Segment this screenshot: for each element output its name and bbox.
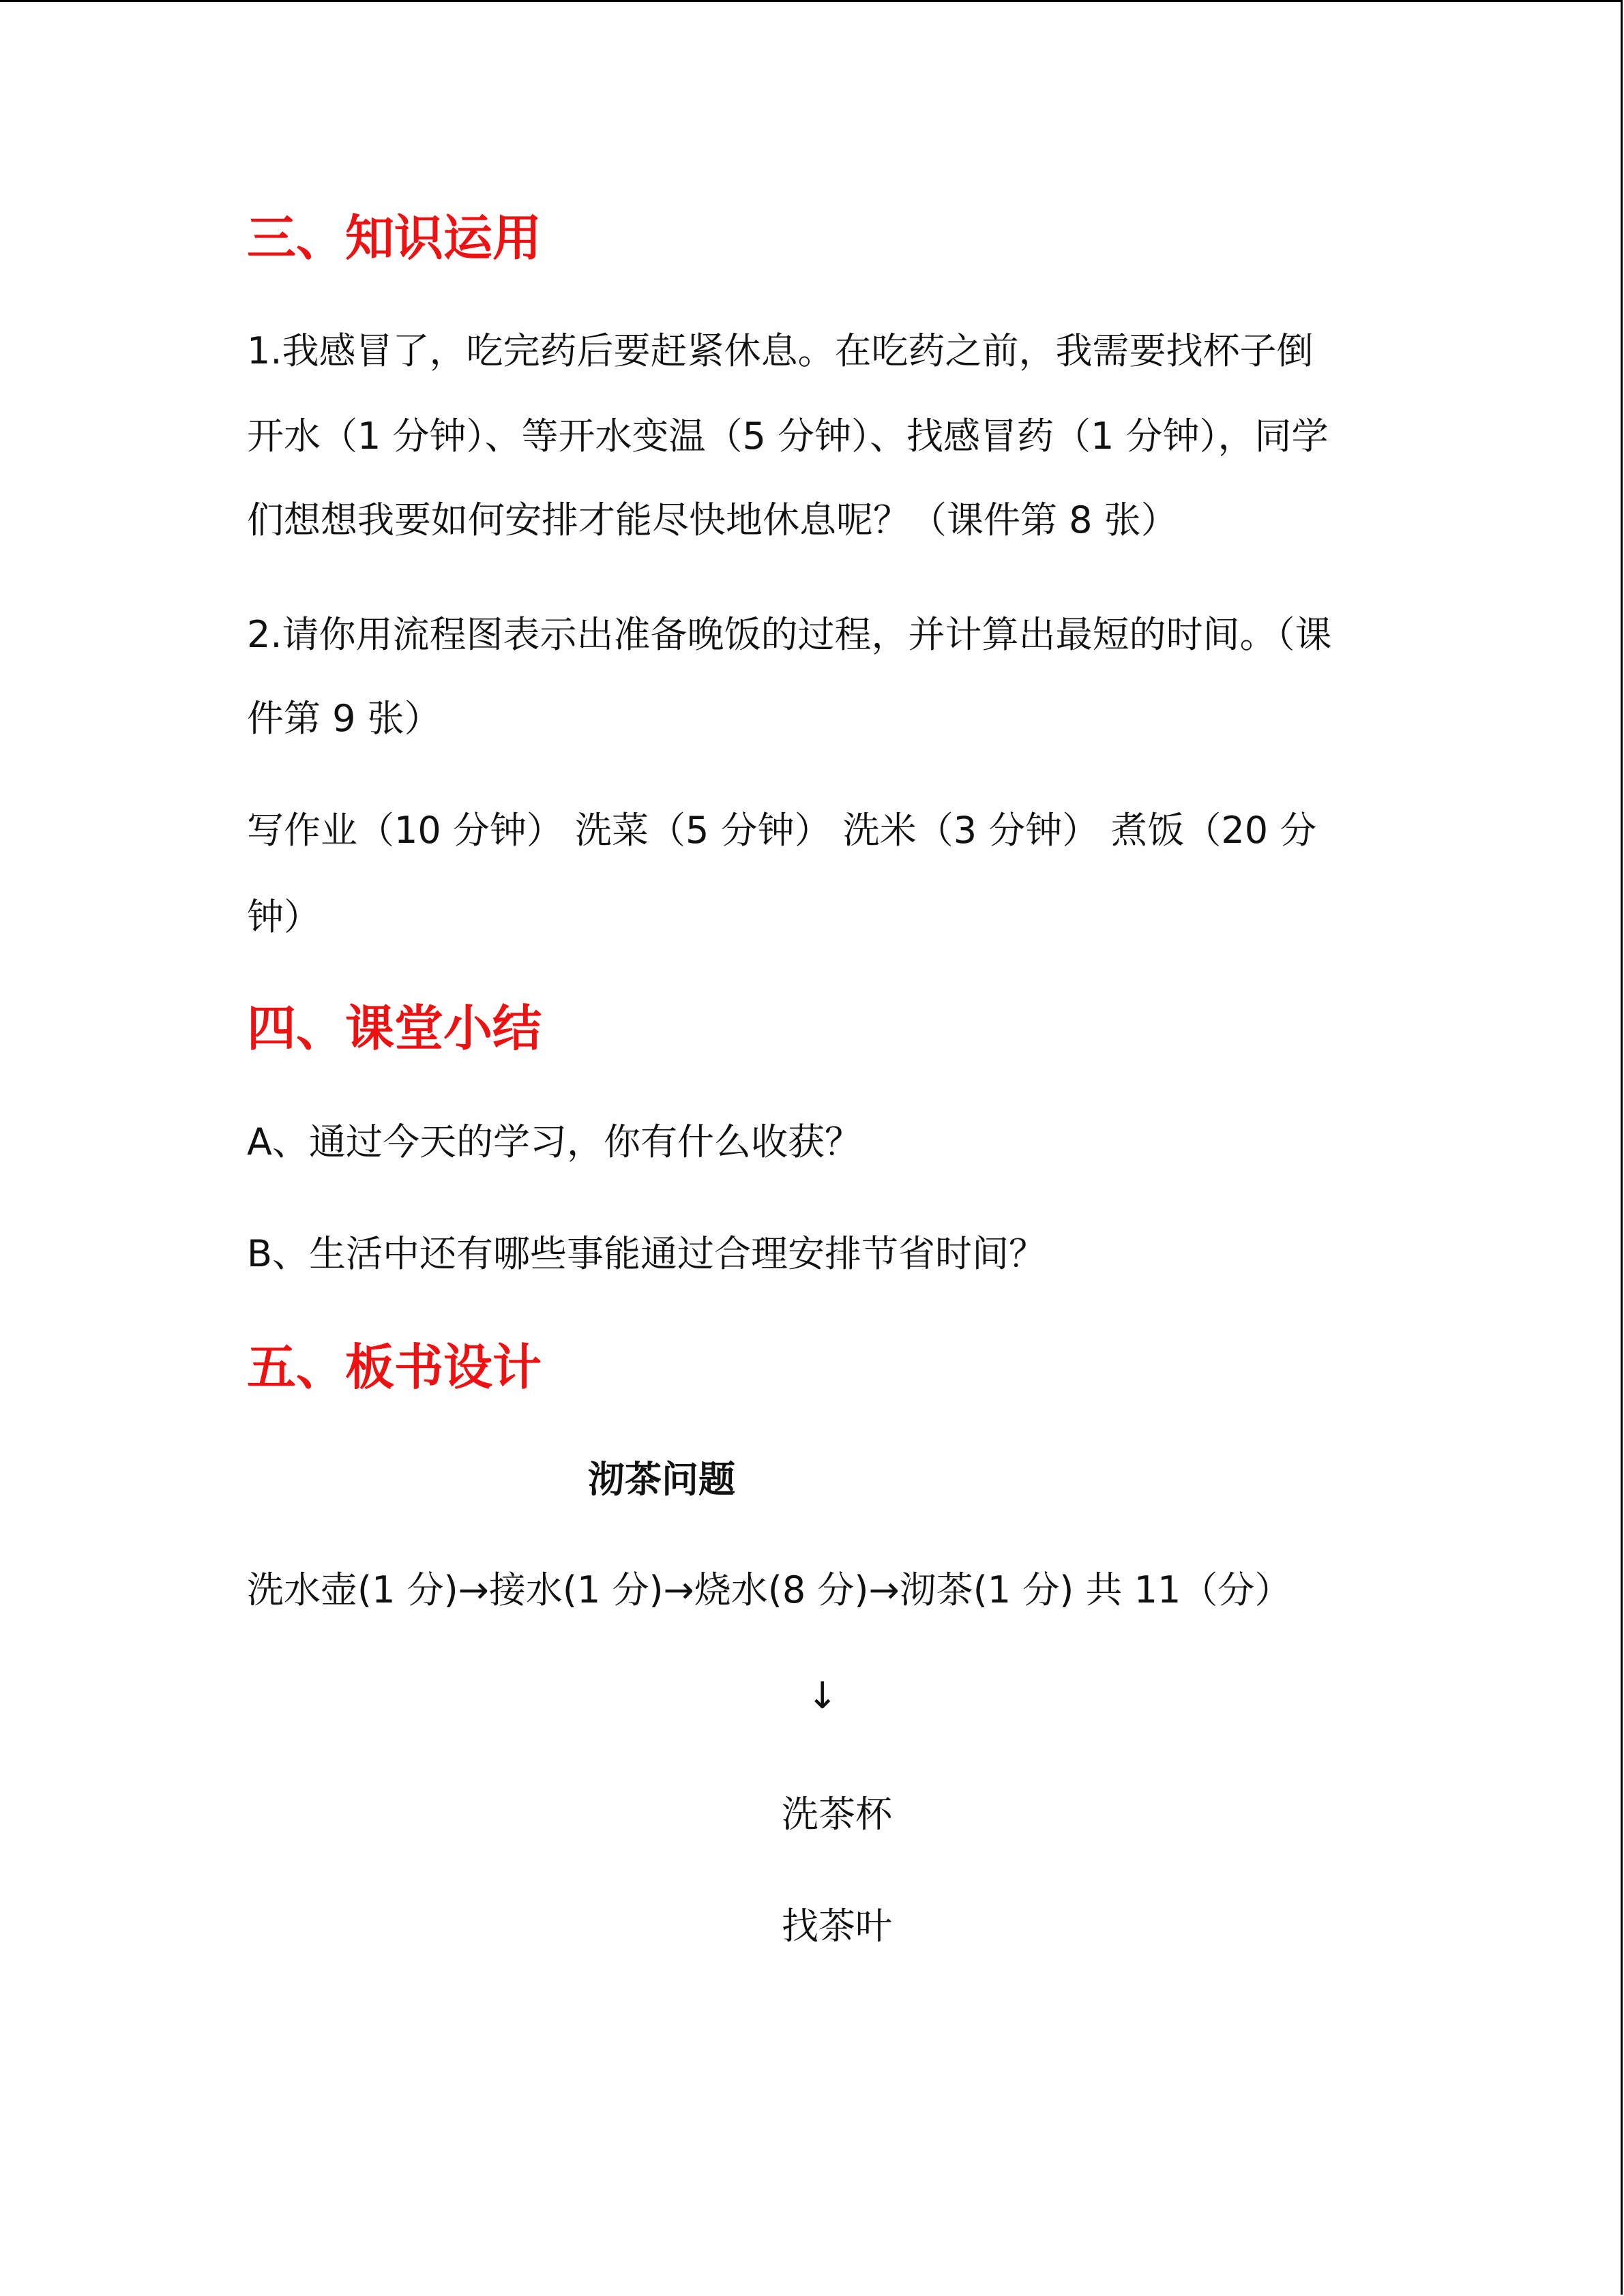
sub-item-find-tea: 找茶叶	[782, 1905, 892, 1948]
question-2-line-1: 2.请你用流程图表示出准备晚饭的过程，并计算出最短的时间。（课	[247, 613, 1332, 656]
question-1-line-2: 开水（1 分钟）、等开水变温（5 分钟）、找感冒药（1 分钟），同学	[247, 415, 1329, 458]
question-2-line-2: 件第 9 张）	[247, 697, 441, 740]
question-1-line-3: 们想想我要如何安排才能尽快地休息呢？（课件第 8 张）	[247, 498, 1178, 541]
section-heading-class-summary: 四、课堂小结	[247, 999, 542, 1057]
tasks-line-1: 写作业（10 分钟） 洗菜（5 分钟） 洗米（3 分钟） 煮饭（20 分	[247, 809, 1317, 852]
question-1-line-1: 1.我感冒了，吃完药后要赶紧休息。在吃药之前，我需要找杯子倒	[247, 329, 1314, 372]
flow-line: 洗水壶(1 分)→接水(1 分)→烧水(8 分)→沏茶(1 分) 共 11（分）	[247, 1568, 1292, 1611]
sub-item-wash-cups: 洗茶杯	[782, 1793, 892, 1836]
tasks-line-2: 钟）	[247, 895, 321, 938]
section-heading-knowledge-application: 三、知识运用	[247, 209, 542, 267]
summary-item-b: B、生活中还有哪些事能通过合理安排节省时间？	[247, 1232, 1046, 1275]
down-arrow-icon: ↓	[807, 1674, 838, 1717]
board-title: 沏茶问题	[588, 1457, 735, 1501]
summary-item-a: A、通过今天的学习，你有什么收获？	[247, 1120, 861, 1163]
section-heading-board-design: 五、板书设计	[247, 1338, 542, 1396]
